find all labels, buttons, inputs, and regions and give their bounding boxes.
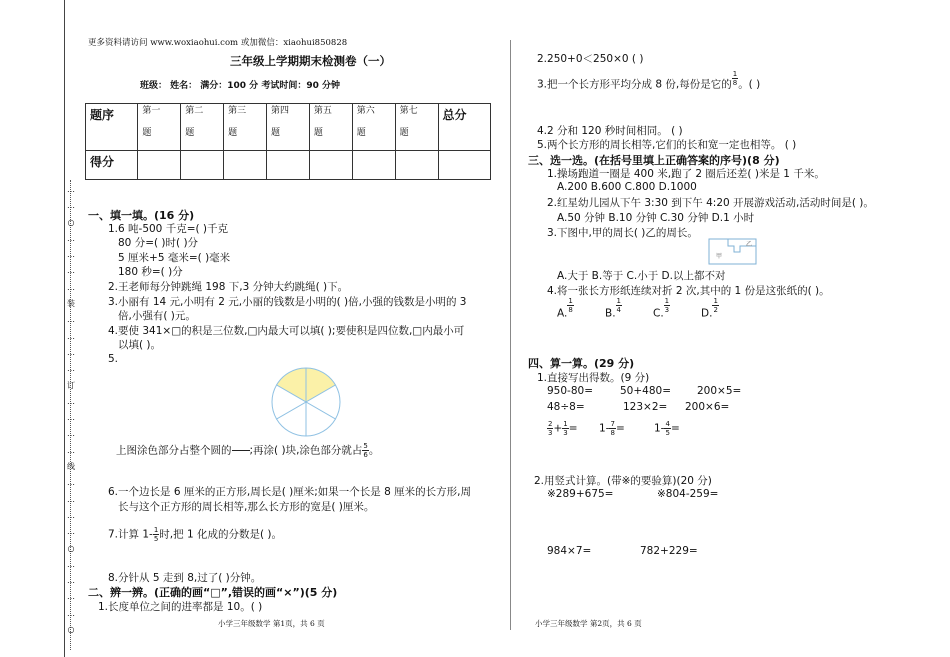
q4-line-a: 4.要使 341×□的积是三位数,□内最大可以填( );要使积是四位数,□内最小可: [108, 325, 465, 337]
calc-numerator: 7: [610, 420, 615, 428]
q3-line-a: 3.小丽有 14 元,小明有 2 元,小丽的钱数是小明的( )倍,小强的钱数是小明的 3: [108, 296, 467, 308]
calc-item: 123×2=: [623, 401, 668, 413]
score-cell: [309, 151, 352, 180]
score-header-cell: 第六 题: [352, 104, 395, 151]
section-1-title: 一、填一填。(16 分): [88, 209, 195, 222]
q2-text: 2.王老师每分钟跳绳 198 下,3 分钟大约跳绳( )下。: [108, 281, 349, 293]
s3-q4-options: [557, 297, 749, 322]
calc-equals: =: [670, 422, 680, 435]
calc-item: 950-80=: [547, 385, 593, 397]
q6-line-a: 6.一个边长是 6 厘米的正方形,周长是( )厘米;如果一个长是 8 厘米的长方形,周: [108, 486, 471, 498]
s3-q4-option-numerator: 1: [713, 297, 718, 305]
s2-q3-text-b: 。( ): [738, 78, 761, 91]
calc-item: ※804-259=: [657, 488, 719, 500]
binding-char: …: [67, 266, 75, 276]
binding-char: …: [67, 347, 75, 357]
s3-q4-option-denominator: 8: [568, 306, 573, 314]
vertical-calc-row-1: [547, 488, 757, 500]
s3-q4-option: [701, 297, 749, 322]
score-table: [85, 103, 491, 180]
s3-q4-option: [557, 297, 605, 322]
s3-q4-option-fraction: [712, 297, 718, 314]
s3-q3-shape-b: 乙: [746, 241, 753, 248]
s3-q4-text: 4.将一张长方形纸连续对折 2 次,其中的 1 份是这张纸的( )。: [547, 285, 830, 297]
s3-q3-text: 3.下图中,甲的周长( )乙的周长。: [547, 227, 698, 239]
calc-second-numerator: 1: [563, 420, 568, 428]
calc-denominator: 5: [665, 429, 670, 437]
binding-char: …: [67, 429, 75, 439]
s4-q1-text: 1.直接写出得数。(9 分): [537, 372, 650, 384]
calc-item-fraction: [654, 420, 714, 437]
binding-char: …: [67, 592, 75, 602]
source-note: 更多资料请访问 www.woxiaohui.com 或加微信：xiaohui850828: [88, 38, 348, 48]
binding-text: [66, 182, 76, 638]
binding-char: …: [67, 233, 75, 243]
calc-equals: =: [568, 422, 578, 435]
s3-q4-option-numerator: 1: [616, 297, 622, 305]
s3-q4-option-label: C.: [653, 307, 664, 320]
s2-q3-fraction: [732, 70, 738, 87]
score-cell: [224, 151, 267, 180]
q1-line-c: 5 厘米+5 毫米=( )毫米: [118, 252, 231, 264]
score-cell: [352, 151, 395, 180]
s3-q4-option-fraction: [616, 297, 622, 314]
section-2-title: 二、辨一辨。(正确的画“□”,错误的画“×”)(5 分): [88, 586, 338, 599]
s2-q3-text-a: 3.把一个长方形平均分成 8 份,每份是它的: [537, 78, 732, 91]
calc-denominator: 3: [548, 429, 553, 437]
s2-q4-text: 4.2 分和 120 秒时间相同。 ( ): [537, 125, 683, 137]
score-header-cell: 第二 题: [181, 104, 224, 151]
calc-prefix: 1-: [599, 422, 610, 435]
binding-char: ○: [67, 625, 75, 635]
s3-q4-option-fraction: [664, 297, 670, 314]
score-cell: [138, 151, 181, 180]
s3-q4-option-fraction: [567, 297, 573, 314]
q7-fraction-denominator: 5: [153, 535, 159, 543]
binding-char: ○: [67, 217, 75, 227]
calc-row-3: [547, 420, 714, 437]
q3-line-b: 倍,小强有( )元。: [118, 310, 196, 322]
s3-q3-shape-a: 甲: [716, 253, 723, 260]
exam-title: 三年级上学期期末检测卷（一）: [230, 54, 391, 68]
calc-denominator: 8: [610, 429, 615, 437]
calc-item: ※289+675=: [547, 488, 614, 500]
s2-q3-fraction-numerator: 1: [732, 70, 738, 78]
score-header-cell: 总分: [438, 104, 490, 151]
score-table-score-row: [86, 151, 491, 180]
q6-line-b: 长与这个正方形的周长相等,那么长方形的宽是( )厘米。: [118, 501, 375, 513]
q1-line-b: 80 分=( )时( )分: [118, 237, 199, 249]
s3-q3-options: A.大于 B.等于 C.小于 D.以上都不对: [557, 270, 726, 282]
binding-char: …: [67, 510, 75, 520]
calc-item: 782+229=: [640, 545, 698, 557]
calc-item: 48÷8=: [547, 401, 585, 413]
q5-blank-fraction: [232, 444, 250, 457]
binding-char: …: [67, 413, 75, 423]
s3-q4-option-numerator: 1: [664, 297, 670, 305]
binding-char: 订: [67, 380, 75, 390]
q8-text: 8.分针从 5 走到 8,过了( )分钟。: [108, 572, 262, 584]
calc-operator: +: [553, 422, 563, 435]
vertical-calc-row-2: [547, 545, 720, 557]
s3-q3-figure: [708, 238, 758, 266]
q5-text-b: ;再涂( )块,涂色部分就占: [249, 444, 363, 457]
binding-char: …: [67, 608, 75, 618]
calc-numerator: 2: [548, 420, 553, 428]
binding-char: …: [67, 331, 75, 341]
calc-item: 200×6=: [685, 401, 730, 413]
score-header-cell: 第三 题: [224, 104, 267, 151]
s3-q4-option-numerator: 1: [568, 297, 573, 305]
pie-figure: [270, 366, 342, 438]
s2-q3-text: [537, 70, 761, 93]
s3-q1-options: A.200 B.600 C.800 D.1000: [557, 181, 697, 193]
score-row-label: 得分: [86, 151, 138, 180]
q7-text-b: 时,把 1 化成的分数是( )。: [159, 528, 283, 541]
s2-q2-text: 2.250+0＜250×0 ( ): [537, 53, 644, 65]
score-cell: [395, 151, 438, 180]
section-4-title: 四、算一算。(29 分): [528, 357, 635, 370]
q5-text-a: 上图涂色部分占整个圆的: [116, 444, 232, 457]
exam-meta: 班级： 姓名： 满分：100 分 考试时间：90 分钟: [140, 81, 340, 91]
s2-q3-fraction-denominator: 8: [732, 79, 738, 87]
q5-text: [116, 442, 379, 459]
binding-char: …: [67, 396, 75, 406]
q5-fraction-denominator: 6: [363, 451, 368, 459]
q1-line-a: 1.6 吨-500 千克=( )千克: [108, 223, 229, 235]
binding-char: …: [67, 201, 75, 211]
score-header-cell: 第四 题: [267, 104, 310, 151]
calc-item: 984×7=: [547, 545, 592, 557]
binding-margin: [64, 0, 65, 657]
calc-item-fraction: [547, 420, 599, 437]
s3-q4-option: [605, 297, 653, 322]
binding-char: …: [67, 445, 75, 455]
score-header-cell: 第七 题: [395, 104, 438, 151]
binding-char: …: [67, 185, 75, 194]
q5-fraction-numerator: 5: [363, 442, 368, 450]
q5-text-c: 。: [368, 444, 380, 457]
calc-prefix: 1-: [654, 422, 665, 435]
s3-q4-option-label: B.: [605, 307, 616, 320]
score-cell: [267, 151, 310, 180]
s3-q4-option-denominator: 2: [713, 306, 718, 314]
calc-item: 50+480=: [620, 385, 671, 397]
binding-char: …: [67, 576, 75, 586]
calc-item-fraction: [599, 420, 654, 437]
score-header-cell: 题序: [86, 104, 138, 151]
s3-q4-option-denominator: 3: [664, 306, 670, 314]
calc-row-2: [547, 401, 745, 413]
s3-q4-option: [653, 297, 701, 322]
q1-line-d: 180 秒=( )分: [118, 266, 183, 278]
score-cell: [438, 151, 490, 180]
q7-text: [108, 526, 282, 543]
binding-char: …: [67, 315, 75, 325]
page-divider: [510, 40, 511, 630]
score-header-cell: 第五 题: [309, 104, 352, 151]
calc-row-1: [547, 385, 757, 397]
s2-q5-text: 5.两个长方形的周长相等,它们的长和宽一定也相等。 ( ): [537, 139, 797, 151]
s3-q4-option-label: A.: [557, 307, 568, 320]
s3-q4-option-denominator: 4: [616, 306, 622, 314]
binding-char: …: [67, 527, 75, 537]
q7-fraction-numerator: 1: [153, 526, 159, 534]
s2-q1-text: 1.长度单位之间的进率都是 10。( ): [98, 601, 263, 613]
binding-char: ○: [67, 543, 75, 553]
score-header-cell: 第一 题: [138, 104, 181, 151]
s3-q2-text: 2.红星幼儿园从下午 3:30 到下午 4:20 开展游戏活动,活动时间是( )。: [547, 197, 874, 209]
binding-char: …: [67, 494, 75, 504]
binding-char: …: [67, 364, 75, 374]
left-page-footer: 小学三年级数学 第1页，共 6 页: [218, 619, 325, 628]
s3-q1-text: 1.操场跑道一圈是 400 米,跑了 2 圈后还差( )米是 1 千米。: [547, 168, 825, 180]
binding-char: …: [67, 559, 75, 569]
s4-q2-text: 2.用竖式计算。(带※的要验算)(20 分): [534, 475, 712, 487]
binding-char: …: [67, 250, 75, 260]
score-cell: [181, 151, 224, 180]
right-page-footer: 小学三年级数学 第2页，共 6 页: [535, 619, 642, 628]
calc-item: 200×5=: [697, 385, 742, 397]
s3-q4-option-label: D.: [701, 307, 713, 320]
section-3-title: 三、选一选。(在括号里填上正确答案的序号)(8 分): [528, 154, 780, 167]
s3-q2-options: A.50 分钟 B.10 分钟 C.30 分钟 D.1 小时: [557, 212, 755, 224]
binding-char: 线: [67, 462, 75, 472]
q5-label: 5.: [108, 353, 119, 365]
binding-char: …: [67, 282, 75, 292]
score-table-header-row: [86, 104, 491, 151]
binding-char: …: [67, 478, 75, 488]
calc-second-denominator: 3: [563, 429, 568, 437]
calc-numerator: 4: [665, 420, 670, 428]
calc-equals: =: [615, 422, 625, 435]
q7-text-a: 7.计算 1-: [108, 528, 153, 541]
q4-line-b: 以填( )。: [118, 339, 162, 351]
binding-char: 装: [67, 299, 75, 309]
